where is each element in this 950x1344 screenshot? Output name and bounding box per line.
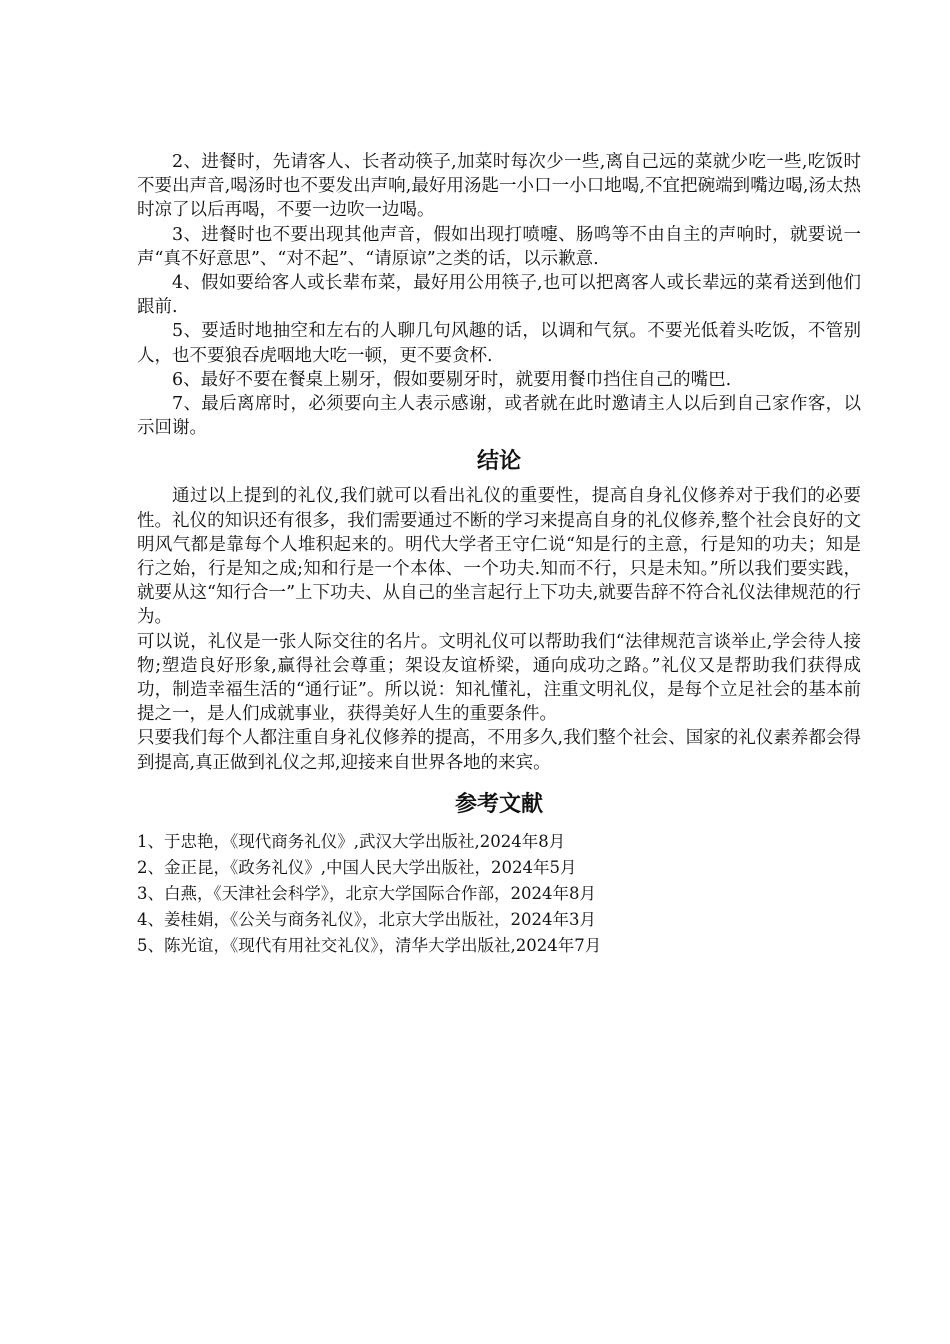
reference-item: 2、金正昆，《政务礼仪》,中国人民大学出版社，2024年5月 — [137, 857, 577, 877]
references-heading: 参考文献 — [454, 791, 543, 817]
conclusion-heading: 结论 — [476, 449, 521, 475]
etiquette-item-2: 2、进餐时，先请客人、长者动筷子,加菜时每次少一些,离自己远的菜就少吃一些,吃饭时不要出声音,喝汤时也不要发出声响,最好用汤匙一小口一小口地喝,不宜把碗端到嘴边喝,汤太热时凉了以后再喝，不要一边吹一边喝。 — [137, 152, 861, 221]
reference-item: 4、姜桂娟，《公关与商务礼仪》，北京大学出版社，2024年3月 — [137, 909, 596, 929]
conclusion-paragraph-2: 可以说，礼仪是一张人际交往的名片。文明礼仪可以帮助我们“法律规范言谈举止,学会待人接物;塑造良好形象,赢得社会尊重；架设友谊桥梁，通向成功之路。”礼仪又是帮助我们获得成功，制造幸福生活的“通行证”。所以说：知礼懂礼，注重文明礼仪，是每个立足社会的基本前提之一，是人们成就事业，获得美好人生的重要条件。 — [137, 631, 861, 725]
reference-item: 3、白燕，《天津社会科学》，北京大学国际合作部，2024年8月 — [137, 883, 596, 903]
reference-item: 1、于忠艳，《现代商务礼仪》,武汉大学出版社,2024年8月 — [137, 831, 566, 851]
references-list — [137, 829, 861, 959]
etiquette-item-4: 4、假如要给客人或长辈布菜，最好用公用筷子,也可以把离客人或长辈远的菜肴送到他们跟前. — [137, 273, 861, 318]
reference-item: 5、陈光谊，《现代有用社交礼仪》，清华大学出版社,2024年7月 — [137, 935, 602, 955]
etiquette-item-3: 3、进餐时也不要出现其他声音，假如出现打喷嚏、肠鸣等不由自主的声响时，就要说一声“真不好意思”、“对不起”、“请原谅”之类的话，以示歉意. — [137, 224, 861, 269]
conclusion-paragraph-1: 通过以上提到的礼仪,我们就可以看出礼仪的重要性，提高自身礼仪修养对于我们的必要性。礼仪的知识还有很多，我们需要通过不断的学习来提高自身的礼仪修养,整个社会良好的文明风气都是靠每个人堆积起来的。明代大学者王守仁说“知是行的主意，行是知的功夫；知是行之始，行是知之成;知和行是一个本体、一个功夫.知而不行，只是未知。”所以我们要实践，就要从这“知行合一”上下功夫、从自己的坐言起行上下功夫,就要告辞不符合礼仪法律规范的行为。 — [137, 486, 861, 628]
etiquette-item-6: 6、最好不要在餐桌上剔牙，假如要剔牙时，就要用餐巾挡住自己的嘴巴. — [172, 369, 732, 390]
etiquette-item-5: 5、要适时地抽空和左右的人聊几句风趣的话，以调和气氛。不要光低着头吃饭，不管别人，也不要狼吞虎咽地大吃一顿，更不要贪杯. — [137, 321, 861, 366]
conclusion-paragraph-3: 只要我们每个人都注重自身礼仪修养的提高，不用多久,我们整个社会、国家的礼仪素养都会得到提高,真正做到礼仪之邦,迎接来自世界各地的来宾。 — [137, 728, 861, 773]
document-page — [137, 150, 861, 959]
etiquette-item-7: 7、最后离席时，必须要向主人表示感谢，或者就在此时邀请主人以后到自己家作客，以示回谢。 — [137, 394, 861, 439]
